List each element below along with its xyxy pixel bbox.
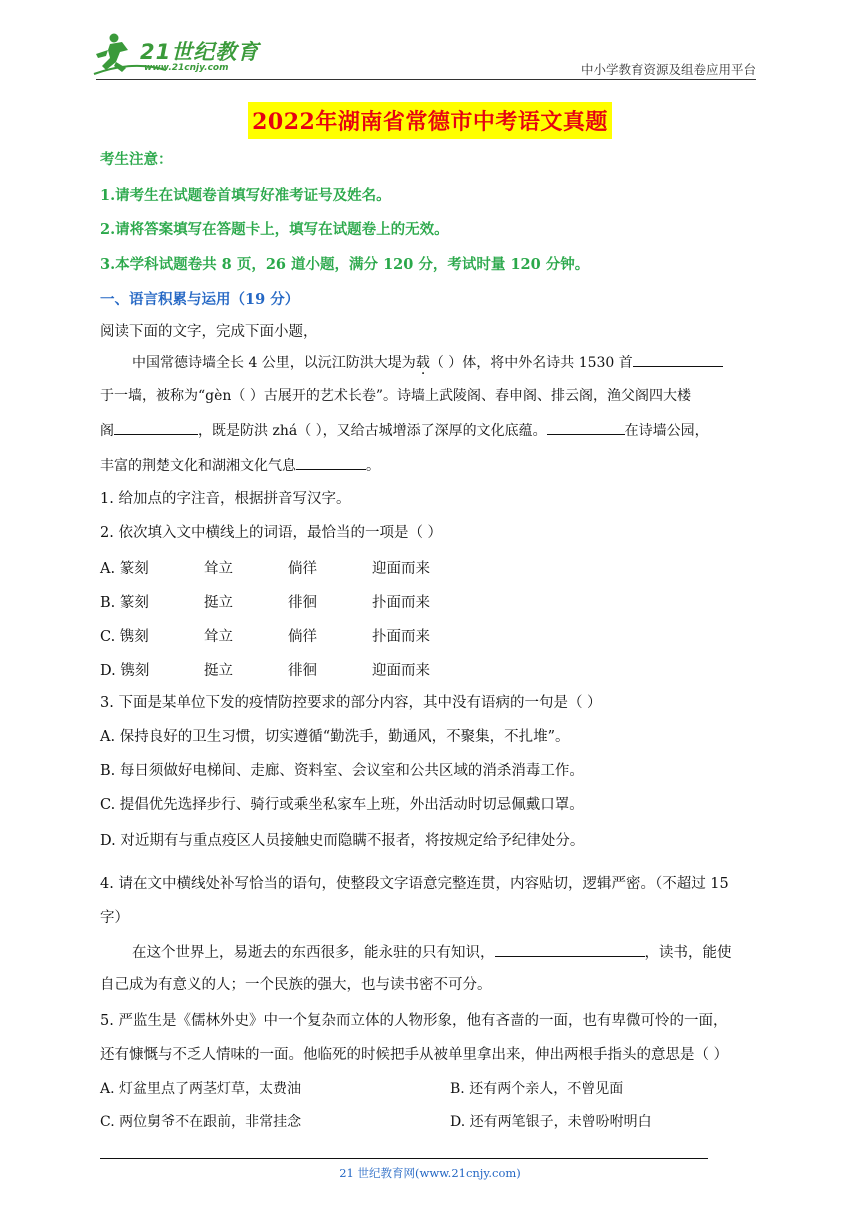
- notice-item-1: 1.请考生在试题卷首填写好准考证号及姓名。: [100, 187, 391, 204]
- header-divider: [96, 79, 756, 80]
- q3-option-c[interactable]: C. 提倡优先选择步行、骑行或乘坐私家车上班，外出活动时切忌佩戴口罩。: [100, 797, 584, 813]
- notice-item-3: 3.本学科试题卷共 8 页，26 道小题，满分 120 分，考试时量 120 分钟。: [100, 256, 590, 273]
- option-word: 耸立: [204, 629, 233, 645]
- passage-line-3: [100, 420, 709, 441]
- option-word: 扑面而来: [372, 629, 430, 645]
- option-word: 迎面而来: [372, 561, 430, 577]
- option-word: 倘徉: [288, 629, 317, 645]
- passage-text: 。: [366, 458, 380, 474]
- passage-text: 在诗墙公园，: [624, 423, 709, 439]
- question-2: 2. 依次填入文中横线上的词语，最恰当的一项是（ ）: [100, 525, 443, 541]
- passage-line-2: 于一墙，被称为“gèn（ ）古展开的艺术长卷”。诗墙上武陵阁、春申阁、排云阁，渔父阁四大楼: [100, 388, 692, 404]
- q3-option-a[interactable]: A. 保持良好的卫生习惯，切实遵循“勤洗手，勤通风，不聚集，不扎堆”。: [100, 729, 570, 745]
- option-word: 挺立: [204, 663, 233, 679]
- option-word: 耸立: [204, 561, 233, 577]
- option-word: 倘徉: [288, 561, 317, 577]
- option-word: B. 篆刻: [100, 595, 149, 611]
- option-word: D. 镌刻: [100, 663, 150, 679]
- blank-line[interactable]: [547, 420, 625, 435]
- question-4-cont: 字）: [100, 910, 129, 926]
- passage-text: 在这个世界上，易逝去的东西很多，能永驻的只有知识，: [132, 945, 495, 961]
- blank-line[interactable]: [296, 455, 366, 470]
- passage-text: （ ）体，将中外名诗共 1530 首: [429, 355, 633, 371]
- question-5-cont: 还有慷慨与不乏人情味的一面。他临死的时候把手从被单里拿出来，伸出两根手指头的意思是（ ）: [100, 1047, 729, 1063]
- option-word: 徘徊: [288, 663, 317, 679]
- passage-text: 中国常德诗墙全长 4 公里，以沅江防洪大堤为: [132, 355, 416, 371]
- passage-text: ，读书，能使: [644, 945, 732, 961]
- platform-tagline: 中小学教育资源及组卷应用平台: [580, 62, 756, 77]
- passage-text: 丰富的荆楚文化和湖湘文化气息: [100, 458, 296, 474]
- q3-option-d[interactable]: D. 对近期有与重点疫区人员接触史而隐瞒不报者，将按规定给予纪律处分。: [100, 833, 585, 849]
- footer-link[interactable]: 21 世纪教育网(www.21cnjy.com): [339, 1166, 521, 1180]
- passage-text: ，既是防洪 zhá（ ），又给古城增添了深厚的文化底蕴。: [198, 423, 547, 439]
- logo-url: www.21cnjy.com: [144, 63, 229, 73]
- q4-passage-line-2: 自己成为有意义的人；一个民族的强大，也与读书密不可分。: [100, 977, 492, 993]
- option-word: 迎面而来: [372, 663, 430, 679]
- title-container: [0, 102, 860, 139]
- question-1: 1. 给加点的字注音，根据拼音写汉字。: [100, 491, 351, 507]
- question-5: 5. 严监生是《儒林外史》中一个复杂而立体的人物形象，他有吝啬的一面，也有卑微可怜的一面，: [100, 1013, 728, 1029]
- blank-line[interactable]: [633, 352, 723, 367]
- blank-line[interactable]: [114, 420, 198, 435]
- reading-intro: 阅读下面的文字，完成下面小题，: [100, 324, 318, 340]
- q5-option-a[interactable]: A. 灯盆里点了两茎灯草，太费油: [100, 1081, 302, 1097]
- notice-heading: 考生注意：: [100, 151, 173, 168]
- logo-text: 21世纪教育: [140, 40, 260, 64]
- answer-blank[interactable]: [495, 942, 645, 957]
- footer-divider: [100, 1158, 708, 1159]
- option-word: A. 篆刻: [100, 561, 149, 577]
- dotted-char: 载: [415, 355, 430, 371]
- q5-option-b[interactable]: B. 还有两个亲人，不曾见面: [450, 1081, 624, 1097]
- passage-line-4: [100, 455, 380, 476]
- question-4: 4. 请在文中横线处补写恰当的语句，使整段文字语意完整连贯，内容贴切，逻辑严密。（不超过 15: [100, 876, 729, 892]
- q5-option-d[interactable]: D. 还有两笔银子，未曾吩咐明白: [450, 1114, 652, 1130]
- q3-option-b[interactable]: B. 每日须做好电梯间、走廊、资料室、会议室和公共区域的消杀消毒工作。: [100, 763, 584, 779]
- option-word: 扑面而来: [372, 595, 430, 611]
- q5-option-c[interactable]: C. 两位舅爷不在跟前，非常挂念: [100, 1114, 302, 1130]
- question-3: 3. 下面是某单位下发的疫情防控要求的部分内容，其中没有语病的一句是（ ）: [100, 695, 602, 711]
- passage-line-1: [132, 352, 723, 373]
- site-logo[interactable]: [92, 30, 262, 80]
- passage-text: 阁: [100, 423, 114, 439]
- option-word: 徘徊: [288, 595, 317, 611]
- section-1-heading: 一、语言积累与运用（19 分）: [100, 291, 300, 308]
- option-word: C. 镌刻: [100, 629, 149, 645]
- option-word: 挺立: [204, 595, 233, 611]
- exam-title: 2022年湖南省常德市中考语文真题: [248, 102, 612, 139]
- q4-passage-line-1: [132, 942, 732, 963]
- notice-item-2: 2.请将答案填写在答题卡上，填写在试题卷上的无效。: [100, 221, 449, 238]
